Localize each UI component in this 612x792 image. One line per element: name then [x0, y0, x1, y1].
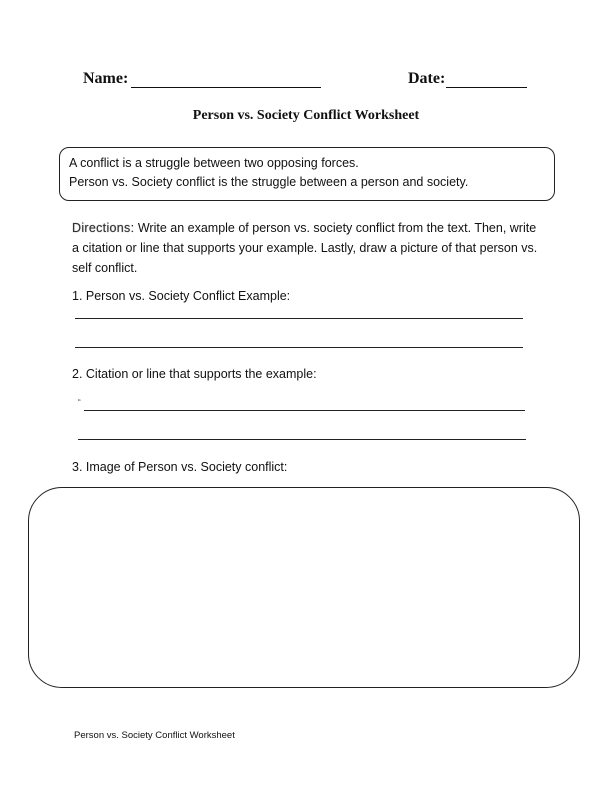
question-2-label: 2. Citation or line that supports the example:: [72, 367, 317, 381]
directions-label: Directions:: [72, 221, 135, 235]
answer-2-line-1[interactable]: [84, 410, 525, 411]
worksheet-title: Person vs. Society Conflict Worksheet: [192, 108, 420, 123]
answer-1-line-2[interactable]: [75, 347, 523, 348]
date-label: Date:: [408, 70, 446, 87]
definition-line-2: Person vs. Society conflict is the struggle between a person and society.: [69, 175, 469, 189]
answer-1-line-1[interactable]: [75, 318, 523, 319]
name-blank-line[interactable]: [131, 87, 321, 88]
definition-line-1: A conflict is a struggle between two opposing forces.: [69, 156, 359, 170]
question-3-label: 3. Image of Person vs. Society conflict:: [72, 460, 288, 474]
answer-2-line-2[interactable]: [78, 439, 526, 440]
open-quote-mark: “: [78, 398, 81, 407]
directions: [72, 218, 542, 278]
name-label: Name:: [83, 70, 129, 87]
question-1-label: 1. Person vs. Society Conflict Example:: [72, 289, 291, 303]
directions-text: Write an example of person vs. society conflict from the text. Then, write a citation or line that supports your example. Lastly, draw a picture of that person vs. self conflict.: [72, 221, 538, 275]
drawing-box[interactable]: [28, 487, 580, 688]
footer-text: Person vs. Society Conflict Worksheet: [74, 730, 235, 741]
definition-box: [59, 147, 555, 201]
date-blank-line[interactable]: [446, 87, 527, 88]
header-row: [83, 70, 533, 94]
